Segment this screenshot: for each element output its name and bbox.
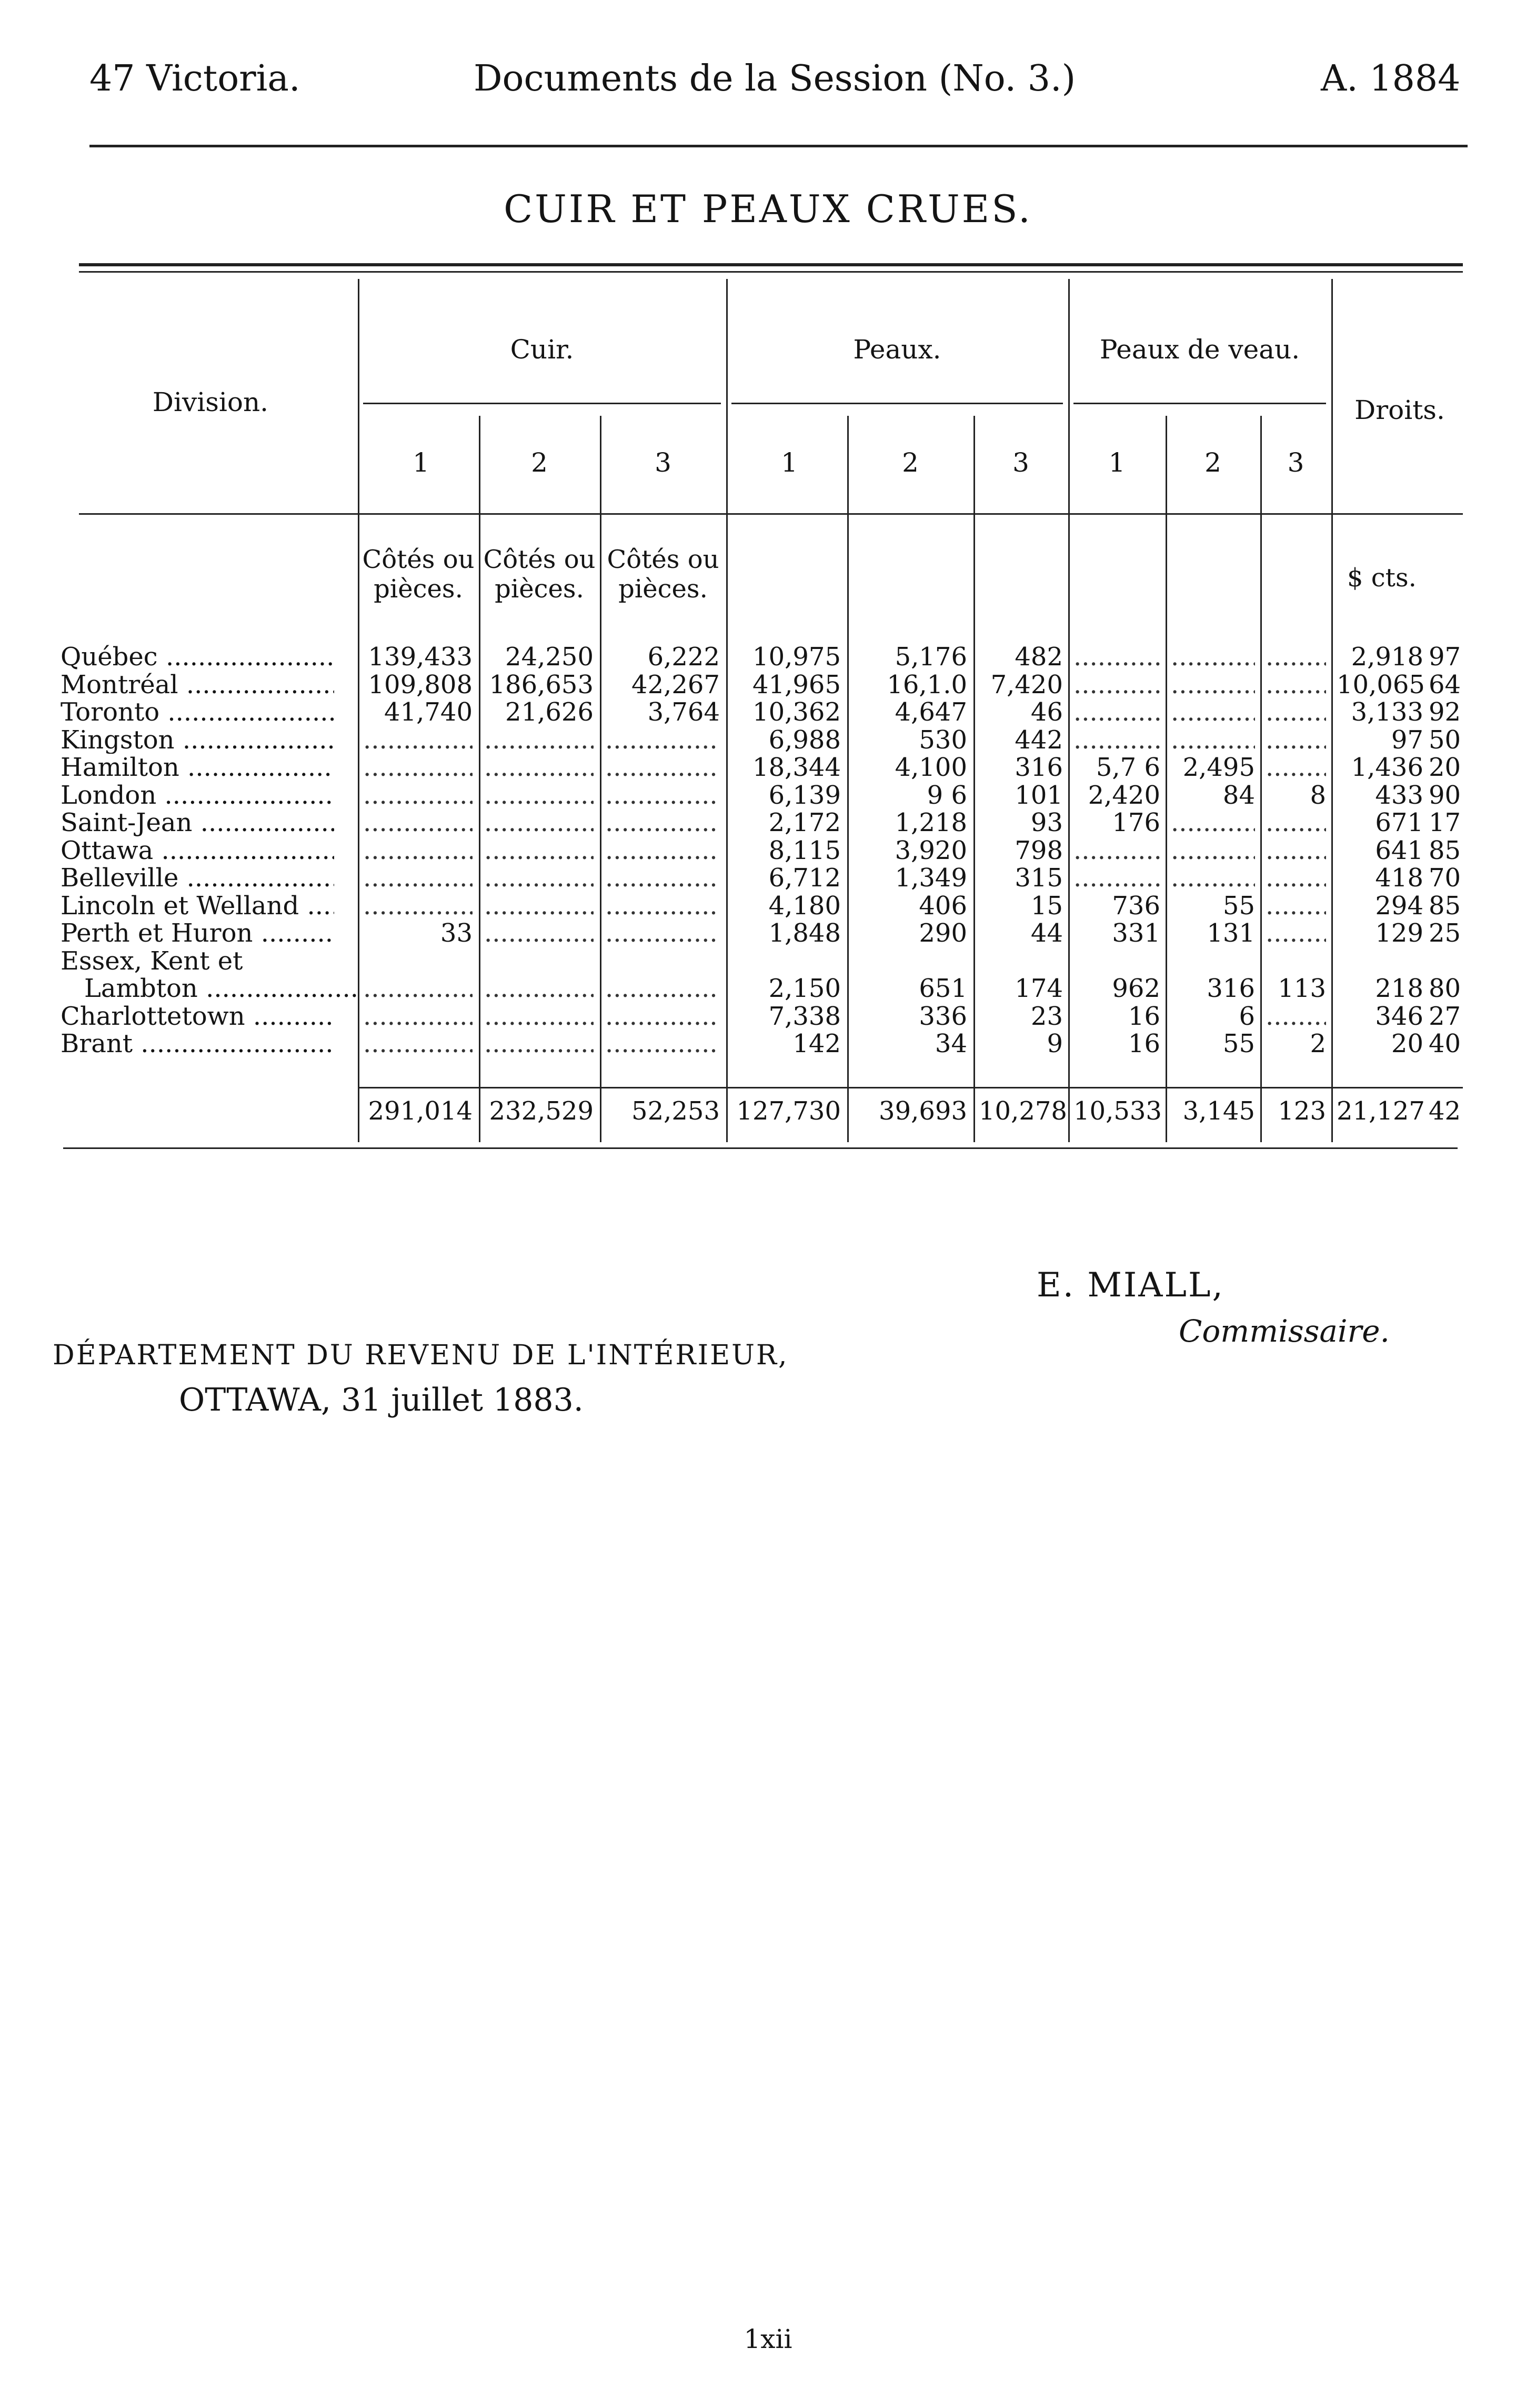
- cell-c1: 139,433: [368, 642, 473, 672]
- table-title: CUIR ET PEAUX CRUES.: [504, 187, 1032, 231]
- leader-dots: [1073, 837, 1160, 864]
- leader-dots: [1171, 809, 1255, 836]
- cell-v1: 962: [1112, 974, 1160, 1003]
- table-row: [0, 920, 1536, 947]
- totals-rule: [358, 1087, 1463, 1088]
- header-cuir: Cuir.: [510, 334, 574, 365]
- leader-dots: [1073, 864, 1160, 892]
- division-name: Charlottetown .....: [61, 1003, 334, 1030]
- leader-dots: [605, 975, 720, 1002]
- leader-dots: [363, 837, 473, 864]
- cell-p2: 1,218: [895, 808, 967, 837]
- cell-v2: 316: [1207, 974, 1255, 1003]
- cell-c: 85: [1429, 891, 1461, 921]
- header-peaux: Peaux.: [853, 334, 941, 365]
- leader-dots: [363, 1030, 473, 1057]
- leader-dots: [484, 864, 594, 892]
- leader-dots: [484, 837, 594, 864]
- cell-v2: 2,495: [1182, 753, 1255, 782]
- cell-d: 346: [1375, 1001, 1423, 1031]
- leader-dots: [363, 892, 473, 920]
- cell-d: 433: [1375, 780, 1423, 810]
- leader-dots: [605, 809, 720, 836]
- cell-p3: 442: [1015, 725, 1063, 755]
- cell-d: 218: [1375, 974, 1423, 1003]
- cell-v2: 55: [1222, 1029, 1255, 1058]
- cell-p2: 336: [919, 1001, 967, 1031]
- cell-c1: 41,740: [384, 697, 473, 727]
- cell-d: 294: [1375, 891, 1423, 921]
- leader-dots: [484, 892, 594, 920]
- total-cuir-2: 232,529: [489, 1096, 594, 1126]
- header-bottom-rule: [79, 513, 1463, 515]
- leader-dots: [605, 920, 720, 947]
- cell-p3: 315: [1015, 863, 1063, 893]
- cell-p2: 1,349: [895, 863, 967, 893]
- total-peaux-2: 39,693: [879, 1096, 967, 1126]
- subheader-cuir-1: 1: [413, 447, 429, 478]
- subheader-veau-3: 3: [1287, 447, 1304, 478]
- cell-v1: 16: [1128, 1001, 1160, 1031]
- veau-group-rule: [1073, 403, 1326, 404]
- cell-p1: 10,362: [752, 697, 841, 727]
- cell-c: 90: [1429, 780, 1461, 810]
- leader-dots: [1171, 837, 1255, 864]
- division-name: Hamilton .....: [61, 754, 334, 781]
- cell-p3: 101: [1015, 780, 1063, 810]
- total-peaux-3: 10,278: [979, 1096, 1067, 1126]
- division-name: Brant .....: [61, 1030, 334, 1057]
- leader-dots: [1266, 671, 1326, 698]
- total-veau-1: 10,533: [1073, 1096, 1162, 1126]
- cell-p1: 1,848: [768, 918, 841, 948]
- signatory-title: Commissaire.: [1179, 1313, 1390, 1349]
- subheader-peaux-2: 2: [902, 447, 919, 478]
- cell-v2: 6: [1239, 1001, 1255, 1031]
- leader-dots: [1073, 671, 1160, 698]
- cell-c: 25: [1429, 918, 1461, 948]
- table-row: [0, 754, 1536, 781]
- leader-dots: [363, 975, 473, 1002]
- leader-dots: [1266, 920, 1326, 947]
- cell-p3: 93: [1030, 808, 1063, 837]
- cell-c2: 21,626: [505, 697, 594, 727]
- cell-v1: 16: [1128, 1029, 1160, 1058]
- total-peaux-1: 127,730: [736, 1096, 841, 1126]
- leader-dots: [1266, 809, 1326, 836]
- subheader-veau-1: 1: [1108, 447, 1126, 478]
- cell-p1: 4,180: [768, 891, 841, 921]
- cell-p2: 3,920: [895, 835, 967, 865]
- unit-cuir-2: Côtés ou pièces.: [483, 545, 596, 604]
- leader-dots: [1073, 698, 1160, 726]
- cell-d: 1,436: [1351, 753, 1423, 782]
- leader-dots: [363, 754, 473, 781]
- table-top-rule: [79, 263, 1463, 266]
- subheader-peaux-3: 3: [1012, 447, 1029, 478]
- cell-c: 70: [1429, 863, 1461, 893]
- table-row: [0, 864, 1536, 892]
- cell-v1: 2,420: [1088, 780, 1160, 810]
- leader-dots: [1073, 643, 1160, 671]
- leader-dots: [484, 754, 594, 781]
- cell-v2: 55: [1222, 891, 1255, 921]
- table-top-rule-2: [79, 271, 1463, 273]
- leader-dots: [1266, 643, 1326, 671]
- cell-c: 97: [1429, 642, 1461, 672]
- division-name: Lambton .....: [84, 975, 358, 1002]
- leader-dots: [484, 1003, 594, 1030]
- leader-dots: [363, 864, 473, 892]
- cell-d: 3,133: [1351, 697, 1423, 727]
- leader-dots: [605, 1030, 720, 1057]
- cell-p2: 530: [919, 725, 967, 755]
- table-row: [0, 1030, 1536, 1057]
- cell-p1: 18,344: [752, 753, 841, 782]
- cell-c3: 6,222: [647, 642, 720, 672]
- total-veau-3: 123: [1278, 1096, 1326, 1126]
- leader-dots: [605, 864, 720, 892]
- cell-p1: 6,712: [768, 863, 841, 893]
- table-row: [0, 837, 1536, 864]
- header-division: Division.: [152, 387, 269, 417]
- cell-c2: 186,653: [489, 670, 594, 700]
- total-cuir-1: 291,014: [368, 1096, 473, 1126]
- cell-d: 671: [1375, 808, 1423, 837]
- table-row: [0, 1003, 1536, 1030]
- leader-dots: [1073, 726, 1160, 754]
- cell-p1: 6,988: [768, 725, 841, 755]
- leader-dots: [1171, 671, 1255, 698]
- cell-p1: 7,338: [768, 1001, 841, 1031]
- cell-p1: 10,975: [752, 642, 841, 672]
- cell-v3: 8: [1310, 780, 1326, 810]
- cell-c: 80: [1429, 974, 1461, 1003]
- leader-dots: [1266, 1003, 1326, 1030]
- totals-row: [0, 1097, 1536, 1125]
- leader-dots: [484, 782, 594, 809]
- division-name: Saint-Jean .....: [61, 809, 334, 836]
- cell-p3: 798: [1015, 835, 1063, 865]
- cell-p2: 651: [919, 974, 967, 1003]
- table-bottom-rule: [63, 1147, 1458, 1149]
- cell-p3: 15: [1030, 891, 1063, 921]
- header-peaux-de-veau: Peaux de veau.: [1099, 334, 1300, 365]
- leader-dots: [605, 754, 720, 781]
- division-name: Ottawa .....: [61, 837, 334, 864]
- page-number: 1xii: [744, 2324, 792, 2354]
- leader-dots: [605, 726, 720, 754]
- cell-d: 418: [1375, 863, 1423, 893]
- cell-c: 50: [1429, 725, 1461, 755]
- leader-dots: [484, 809, 594, 836]
- cell-p3: 46: [1030, 697, 1063, 727]
- cell-p1: 2,172: [768, 808, 841, 837]
- total-droits-cents: 42: [1429, 1096, 1461, 1126]
- table-row: [0, 809, 1536, 836]
- cell-c: 27: [1429, 1001, 1461, 1031]
- division-name: Kingston .....: [61, 726, 334, 754]
- cell-p3: 23: [1030, 1001, 1063, 1031]
- division-name: Perth et Huron .....: [61, 920, 334, 947]
- subheader-peaux-1: 1: [781, 447, 798, 478]
- cell-p2: 16,1.0: [887, 670, 967, 700]
- cell-d: 129: [1375, 918, 1423, 948]
- unit-cuir-3: Côtés ou pièces.: [607, 545, 719, 604]
- cell-v1: 736: [1112, 891, 1160, 921]
- total-veau-2: 3,145: [1182, 1096, 1255, 1126]
- leader-dots: [363, 1003, 473, 1030]
- cell-p2: 290: [919, 918, 967, 948]
- division-name: Belleville .....: [61, 864, 334, 892]
- cell-c: 40: [1429, 1029, 1461, 1058]
- division-name: Québec .....: [61, 643, 334, 671]
- leader-dots: [605, 782, 720, 809]
- cell-v3: 113: [1278, 974, 1326, 1003]
- division-name: Toronto .....: [61, 698, 334, 726]
- table-row: [0, 671, 1536, 698]
- leader-dots: [1266, 864, 1326, 892]
- running-head-left: 47 Victoria.: [89, 58, 300, 99]
- department-date: OTTAWA, 31 juillet 1883.: [179, 1382, 584, 1418]
- unit-droits: $ cts.: [1347, 563, 1417, 593]
- cell-v2: 84: [1222, 780, 1255, 810]
- cell-p3: 174: [1015, 974, 1063, 1003]
- cell-d: 97: [1391, 725, 1423, 755]
- cell-p2: 4,647: [895, 697, 967, 727]
- leader-dots: [605, 892, 720, 920]
- cuir-group-rule: [363, 403, 721, 404]
- peaux-group-rule: [731, 403, 1063, 404]
- cell-p2: 9 6: [927, 780, 967, 810]
- total-droits-dollars: 21,127: [1337, 1096, 1425, 1126]
- table-row: [0, 698, 1536, 726]
- leader-dots: [1266, 837, 1326, 864]
- header-droits: Droits.: [1354, 395, 1445, 425]
- cell-v3: 2: [1310, 1029, 1326, 1058]
- cell-p2: 406: [919, 891, 967, 921]
- leader-dots: [1266, 754, 1326, 781]
- cell-p2: 5,176: [895, 642, 967, 672]
- cell-d: 20: [1391, 1029, 1423, 1058]
- cell-p3: 9: [1047, 1029, 1063, 1058]
- leader-dots: [1171, 864, 1255, 892]
- cell-c: 17: [1429, 808, 1461, 837]
- leader-dots: [1171, 643, 1255, 671]
- cell-c1: 33: [440, 918, 473, 948]
- total-cuir-3: 52,253: [631, 1096, 720, 1126]
- running-head-center: Documents de la Session (No. 3.): [474, 58, 1076, 99]
- leader-dots: [605, 837, 720, 864]
- cell-c2: 24,250: [505, 642, 594, 672]
- table-row: [0, 892, 1536, 920]
- table-row: [0, 643, 1536, 671]
- cell-c: 20: [1429, 753, 1461, 782]
- division-name: Montréal .....: [61, 671, 334, 698]
- leader-dots: [1266, 726, 1326, 754]
- division-name: London .....: [61, 782, 334, 809]
- leader-dots: [363, 726, 473, 754]
- cell-d: 641: [1375, 835, 1423, 865]
- cell-v1: 176: [1112, 808, 1160, 837]
- subheader-veau-2: 2: [1204, 447, 1221, 478]
- division-name: Essex, Kent et: [61, 947, 243, 975]
- cell-v1: 331: [1112, 918, 1160, 948]
- leader-dots: [484, 726, 594, 754]
- table-row: [0, 947, 1536, 975]
- cell-v1: 5,7 6: [1096, 753, 1160, 782]
- table-row: [0, 782, 1536, 809]
- cell-p2: 34: [935, 1029, 967, 1058]
- division-name: Lincoln et Welland .....: [61, 892, 334, 920]
- table-row: [0, 975, 1536, 1002]
- cell-p3: 316: [1015, 753, 1063, 782]
- cell-c: 92: [1429, 697, 1461, 727]
- subheader-cuir-2: 2: [531, 447, 548, 478]
- cell-p3: 7,420: [990, 670, 1063, 700]
- cell-c: 85: [1429, 835, 1461, 865]
- header-rule: [89, 145, 1468, 147]
- cell-p1: 6,139: [768, 780, 841, 810]
- cell-p1: 142: [792, 1029, 841, 1058]
- leader-dots: [484, 975, 594, 1002]
- leader-dots: [605, 1003, 720, 1030]
- cell-p3: 44: [1030, 918, 1063, 948]
- running-head: [0, 58, 1536, 116]
- unit-cuir-1: Côtés ou pièces.: [362, 545, 475, 604]
- table-row: [0, 726, 1536, 754]
- leader-dots: [363, 782, 473, 809]
- leader-dots: [484, 920, 594, 947]
- department-name: DÉPARTEMENT DU REVENU DE L'INTÉRIEUR,: [53, 1340, 789, 1371]
- cell-p1: 8,115: [768, 835, 841, 865]
- cell-c: 64: [1429, 670, 1461, 700]
- cell-c3: 3,764: [647, 697, 720, 727]
- cell-p1: 41,965: [752, 670, 841, 700]
- running-head-right: A. 1884: [1321, 58, 1461, 99]
- cell-p1: 2,150: [768, 974, 841, 1003]
- cell-d: 2,918: [1351, 642, 1423, 672]
- leader-dots: [1266, 892, 1326, 920]
- signatory-name: E. MIALL,: [1037, 1266, 1224, 1305]
- cell-c3: 42,267: [631, 670, 720, 700]
- leader-dots: [363, 809, 473, 836]
- leader-dots: [1171, 698, 1255, 726]
- leader-dots: [1266, 698, 1326, 726]
- cell-p3: 482: [1015, 642, 1063, 672]
- subheader-cuir-3: 3: [655, 447, 671, 478]
- cell-d: 10,065: [1337, 670, 1425, 700]
- cell-c1: 109,808: [368, 670, 473, 700]
- cell-p2: 4,100: [895, 753, 967, 782]
- leader-dots: [484, 1030, 594, 1057]
- leader-dots: [1171, 726, 1255, 754]
- cell-v2: 131: [1207, 918, 1255, 948]
